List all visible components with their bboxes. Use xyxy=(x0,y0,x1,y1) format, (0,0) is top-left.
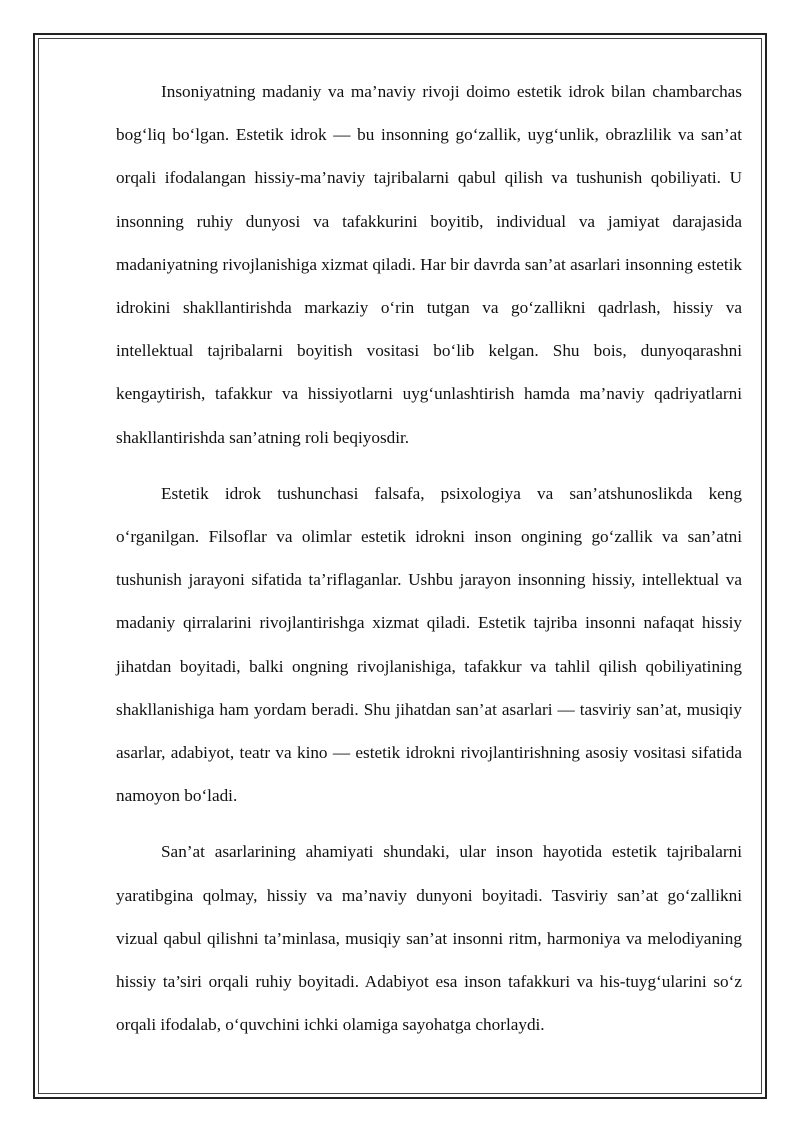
paragraph-3: San’at asarlarining ahamiyati shundaki, ular inson hayotida estetik tajribalarni yaratibgina qolmay, hissiy va ma’naviy dunyoni boyitadi. Tasviriy san’at go‘zallikni vizual qabul qilishni ta’minlasa, musiqiy san’at insonni ritm, harmoniya va melodiyaning hissiy ta’siri orqali ruhiy boyitadi. Adabiyot esa inson tafakkuri va his-tuyg‘ularini so‘z orqali ifodalab, o‘quvchini ichki olamiga sayohatga chorlaydi. xyxy=(116,842,742,1035)
paragraph-2: Estetik idrok tushunchasi falsafa, psixologiya va san’atshunoslikda keng o‘rganilgan. Filsoflar va olimlar estetik idrokni inson ongining go‘zallik va san’atni tushunish jarayoni sifatida ta’riflaganlar. Ushbu jarayon insonning hissiy, intellektual va madaniy qirralarini rivojlantirishga xizmat qiladi. Estetik tajriba insonni nafaqat hissiy jihatdan boyitadi, balki ongning rivojlanishiga, tafakkur va tahlil qilish qobiliyatining shakllanishiga ham yordam beradi. Shu jihatdan san’at asarlari — tasviriy san’at, musiqiy asarlar, adabiyot, teatr va kino — estetik idrokni rivojlantirishning asosiy vositasi sifatida namoyon bo‘ladi. xyxy=(116,483,742,806)
document-body xyxy=(116,70,742,1059)
paragraph-1: Insoniyatning madaniy va ma’naviy rivoji doimo estetik idrok bilan chambarchas bog‘liq bo‘lgan. Estetik idrok — bu insonning go‘zallik, uyg‘unlik, obrazlilik va san’at orqali ifodalangan hissiy-ma’naviy tajribalarni qabul qilish va tushunish qobiliyati. U insonning ruhiy dunyosi va tafakkurini boyitib, individual va jamiyat darajasida madaniyatning rivojlanishiga xizmat qiladi. Har bir davrda san’at asarlari insonning estetik idrokini shakllantirishda markaziy o‘rin tutgan va go‘zallikni qadrlash, hissiy va intellektual tajribalarni boyitish vositasi bo‘lib kelgan. Shu bois, dunyoqarashni kengaytirish, tafakkur va hissiyotlarni uyg‘unlashtirish hamda ma’naviy qadriyatlarni shakllantirishda san’atning roli beqiyosdir. xyxy=(116,82,742,447)
